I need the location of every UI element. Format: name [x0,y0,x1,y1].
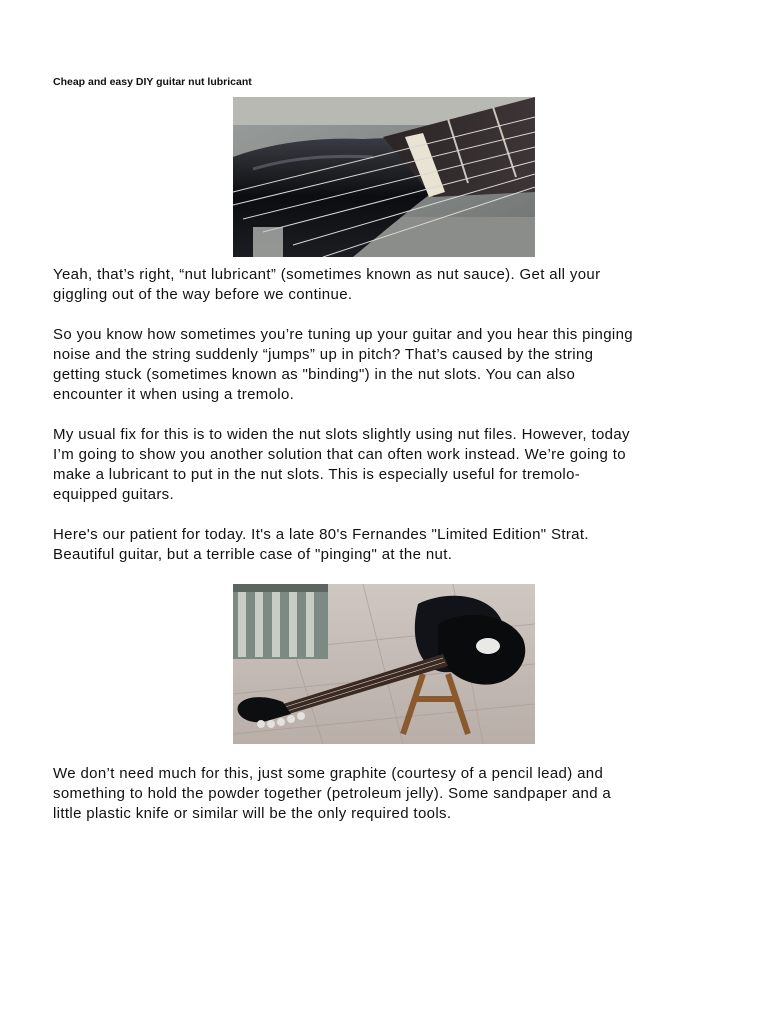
text-line: make a lubricant to put in the nut slots. This is especially useful for tremolo- [53,466,581,483]
text-line: little plastic knife or similar will be the only required tools. [53,805,452,822]
text-line: I’m going to show you another solution that can often work instead. We’re going to [53,446,626,463]
text-line: encounter it when using a tremolo. [53,386,295,403]
text-line: giggling out of the way before we continue. [53,286,353,303]
text-line: noise and the string suddenly “jumps” up in pitch? That’s caused by the string [53,346,594,363]
paragraph-solution [53,425,723,505]
paragraph-patient [53,525,723,565]
guitar-on-stand-photo [233,584,535,744]
text-line: Beautiful guitar, but a terrible case of "pinging" at the nut. [53,546,453,563]
document-title: Cheap and easy DIY guitar nut lubricant [53,76,252,88]
paragraph-problem [53,325,723,405]
text-line: Here's our patient for today. It's a late 80's Fernandes "Limited Edition" Strat. [53,526,589,543]
text-line: equipped guitars. [53,486,175,503]
text-line: getting stuck (sometimes known as "binding") in the nut slots. You can also [53,366,576,383]
nut-closeup-photo [233,97,535,257]
text-line: Yeah, that’s right, “nut lubricant” (sometimes known as nut sauce). Get all your [53,266,601,283]
text-line: We don’t need much for this, just some graphite (courtesy of a pencil lead) and [53,765,604,782]
text-line: So you know how sometimes you’re tuning up your guitar and you hear this pinging [53,326,633,343]
text-line: My usual fix for this is to widen the nut slots slightly using nut files. However, today [53,426,630,443]
paragraph-intro [53,265,723,305]
text-line: something to hold the powder together (petroleum jelly). Some sandpaper and a [53,785,612,802]
paragraph-materials [53,764,723,824]
